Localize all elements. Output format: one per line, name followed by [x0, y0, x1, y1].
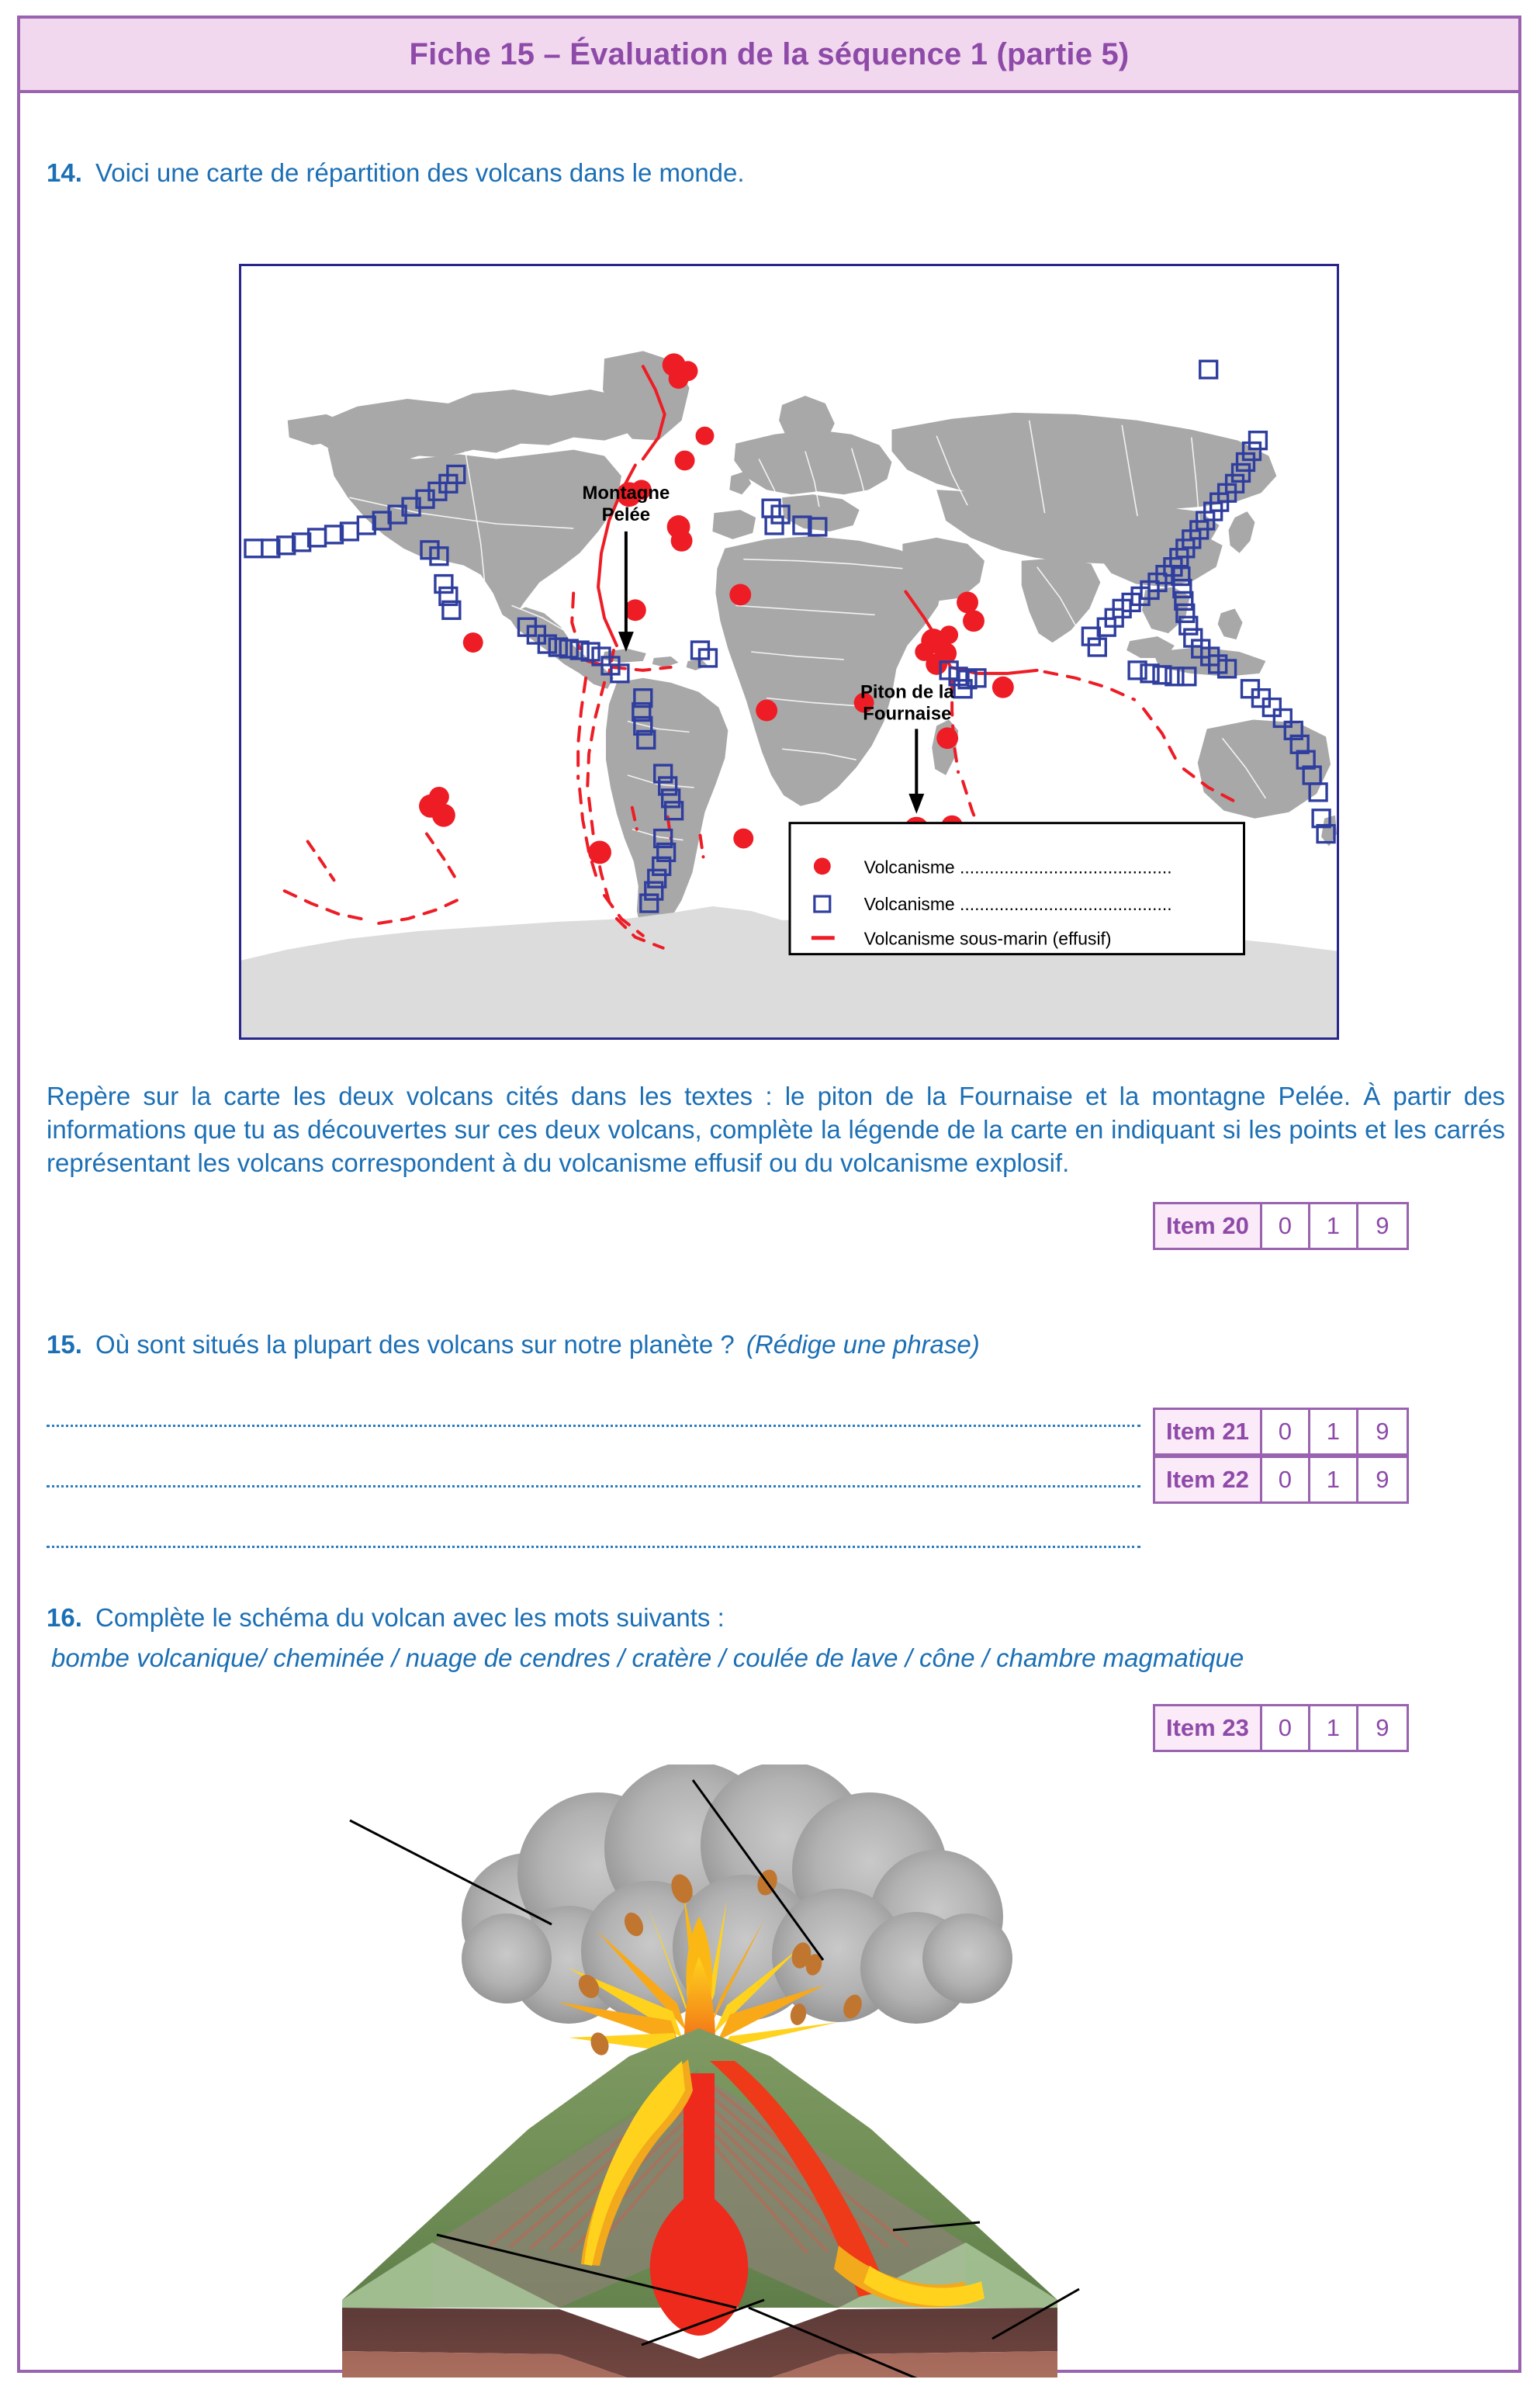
question-15-text: Où sont situés la plupart des volcans sur notre planète ?: [95, 1330, 735, 1359]
svg-text:Piton de la: Piton de la: [860, 681, 954, 703]
map-legend: [790, 823, 1244, 954]
item-box-21[interactable]: [1153, 1408, 1409, 1456]
item-21-cell-1[interactable]: 1: [1310, 1410, 1358, 1453]
page-header-banner: [20, 19, 1518, 93]
question-16-word-list-text: bombe volcanique/ cheminée / nuage de cendres / cratère / coulée de lave / cône / chambre magmatique: [51, 1643, 1244, 1672]
question-14: [47, 158, 745, 188]
legend-red-dot-icon: [814, 857, 831, 874]
question-16: [47, 1603, 725, 1633]
question-16-text: Complète le schéma du volcan avec les mots suivants :: [95, 1603, 725, 1632]
item-23-cell-0[interactable]: 0: [1262, 1706, 1310, 1750]
legend-row-2-text: Volcanisme ...........................................: [863, 894, 1172, 914]
legend-row-1-text: Volcanisme ...........................................: [863, 857, 1172, 878]
item-box-22[interactable]: [1153, 1456, 1409, 1504]
question-15: [47, 1330, 980, 1359]
world-volcano-map: [239, 264, 1339, 1040]
instruction-paragraph-text: Repère sur la carte les deux volcans cités dans les textes : le piton de la Fournaise et la montagne Pelée. À partir des informations que tu as découvertes sur ces deux volcans, complète la légende de la carte en indiquant si les points et les carrés représentant les volcans correspondent à du volcanisme effusif ou du volcanisme explosif.: [47, 1082, 1505, 1177]
volcano-diagram-svg: [296, 1765, 1095, 2378]
svg-text:Pelée: Pelée: [601, 504, 651, 526]
page-title: Fiche 15 – Évaluation de la séquence 1 (partie 5): [409, 36, 1130, 71]
question-16-word-list: [51, 1643, 1244, 1673]
item-20-label: Item 20: [1155, 1204, 1262, 1248]
question-14-text: Voici une carte de répartition des volcans dans le monde.: [95, 158, 745, 187]
item-21-cell-9[interactable]: 9: [1376, 1418, 1389, 1445]
question-16-number: 16.: [47, 1603, 82, 1632]
question-15-hint: (Rédige une phrase): [746, 1330, 980, 1359]
item-20-cell-9[interactable]: 9: [1376, 1212, 1389, 1239]
item-20-cell-0[interactable]: 0: [1262, 1204, 1310, 1248]
map-svg: [241, 266, 1337, 1037]
item-20-cell-1[interactable]: 1: [1310, 1204, 1358, 1248]
item-23-cell-9[interactable]: 9: [1376, 1714, 1389, 1741]
item-22-cell-9[interactable]: 9: [1376, 1466, 1389, 1493]
question-14-number: 14.: [47, 158, 82, 187]
item-box-23[interactable]: [1153, 1704, 1409, 1752]
item-22-cell-0[interactable]: 0: [1262, 1458, 1310, 1501]
answer-line-1[interactable]: [47, 1425, 1140, 1427]
item-22-cell-1[interactable]: 1: [1310, 1458, 1358, 1501]
volcano-diagram: [296, 1765, 1095, 2378]
legend-row-3-text: Volcanisme sous-marin (effusif): [863, 928, 1112, 949]
item-23-cell-1[interactable]: 1: [1310, 1706, 1358, 1750]
svg-text:Fournaise: Fournaise: [863, 703, 952, 725]
answer-line-2[interactable]: [47, 1485, 1140, 1487]
item-box-20[interactable]: [1153, 1202, 1409, 1250]
question-15-number: 15.: [47, 1330, 82, 1359]
item-23-label: Item 23: [1155, 1706, 1262, 1750]
item-22-label: Item 22: [1155, 1458, 1262, 1501]
answer-line-3[interactable]: [47, 1546, 1140, 1548]
item-21-label: Item 21: [1155, 1410, 1262, 1453]
svg-text:Montagne: Montagne: [582, 483, 670, 504]
page-frame: [17, 16, 1521, 2373]
ash-cloud: [462, 1765, 1012, 2024]
instruction-paragraph: [47, 1080, 1505, 1180]
item-21-cell-0[interactable]: 0: [1262, 1410, 1310, 1453]
